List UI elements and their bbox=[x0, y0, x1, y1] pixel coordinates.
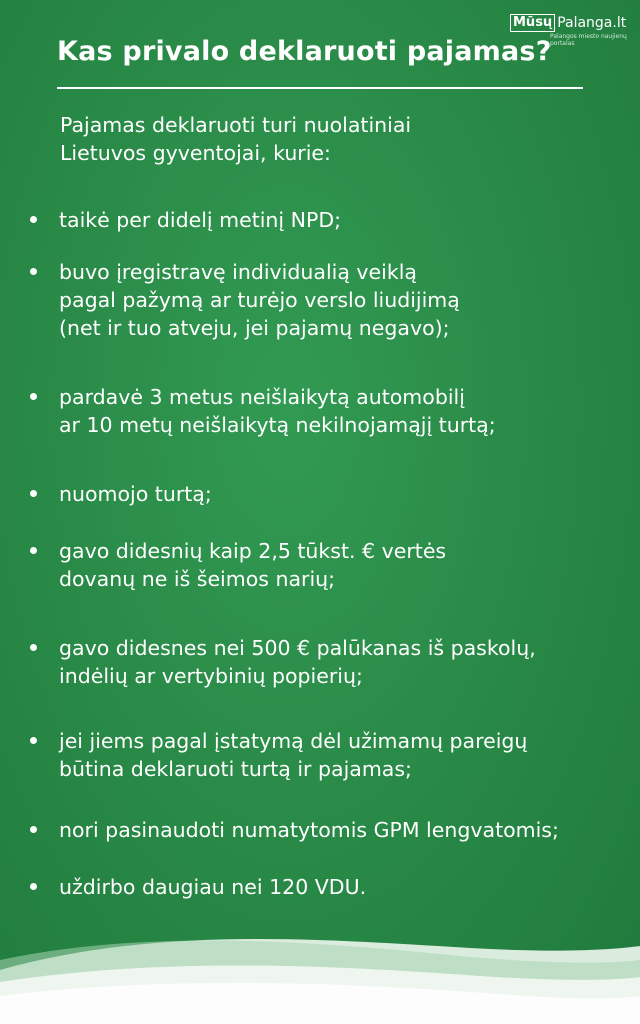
list-item-text bbox=[59, 727, 527, 783]
list-item-line: buvo įregistravę individualią veiklą bbox=[59, 260, 417, 284]
list-item-text bbox=[59, 480, 212, 508]
bullet-icon bbox=[30, 393, 37, 400]
bottom-wave-decoration bbox=[0, 930, 640, 1024]
list-item-line: nuomojo turtą; bbox=[59, 482, 212, 506]
list-item-line: ar 10 metų neišlaikytą nekilnojamąjį turtą; bbox=[59, 413, 496, 437]
list-item-line: nori pasinaudoti numatytomis GPM lengvatomis; bbox=[59, 818, 559, 842]
bullet-icon bbox=[30, 644, 37, 651]
list-item-text bbox=[59, 816, 559, 844]
watermark-box-text: Mūsų bbox=[510, 14, 555, 32]
bullet-icon bbox=[30, 216, 37, 223]
bullet-icon bbox=[30, 826, 37, 833]
intro-line-1: Pajamas deklaruoti turi nuolatiniai bbox=[60, 113, 412, 137]
list-item-text bbox=[59, 537, 446, 593]
list-item-text bbox=[59, 634, 536, 690]
list-item-line: (net ir tuo atveju, jei pajamų negavo); bbox=[59, 316, 450, 340]
bullet-icon bbox=[30, 737, 37, 744]
watermark-logo bbox=[510, 14, 632, 32]
list-item-line: dovanų ne iš šeimos narių; bbox=[59, 567, 336, 591]
list-item-line: pardavė 3 metus neišlaikytą automobilį bbox=[59, 385, 465, 409]
intro-text bbox=[60, 111, 600, 167]
list-item-line: pagal pažymą ar turėjo verslo liudijimą bbox=[59, 288, 460, 312]
list-item-line: gavo didesnes nei 500 € palūkanas iš paskolų, bbox=[59, 636, 536, 660]
bullet-icon bbox=[30, 490, 37, 497]
list-item-line: indėlių ar vertybinių popierių; bbox=[59, 664, 363, 688]
list-item-text bbox=[59, 383, 496, 439]
intro-line-2: Lietuvos gyventojai, kurie: bbox=[60, 141, 331, 165]
bullet-icon bbox=[30, 547, 37, 554]
watermark-tagline: Palangos miesto naujienų portalas bbox=[550, 33, 627, 47]
list-item-line: gavo didesnių kaip 2,5 tūkst. € vertės bbox=[59, 539, 447, 563]
list-item-text bbox=[59, 258, 460, 342]
list-item-text bbox=[59, 206, 341, 234]
title-divider bbox=[57, 87, 583, 89]
bullet-icon bbox=[30, 883, 37, 890]
list-item-line: uždirbo daugiau nei 120 VDU. bbox=[59, 875, 367, 899]
bullet-icon bbox=[30, 268, 37, 275]
list-item-line: taikė per didelį metinį NPD; bbox=[59, 208, 342, 232]
page-title: Kas privalo deklaruoti pajamas? bbox=[57, 36, 552, 67]
list-item-text bbox=[59, 873, 366, 901]
list-item-line: būtina deklaruoti turtą ir pajamas; bbox=[59, 757, 412, 781]
list-item-line: jei jiems pagal įstatymą dėl užimamų pareigų bbox=[59, 729, 528, 753]
watermark-brand-text: Palanga.lt bbox=[557, 15, 627, 31]
